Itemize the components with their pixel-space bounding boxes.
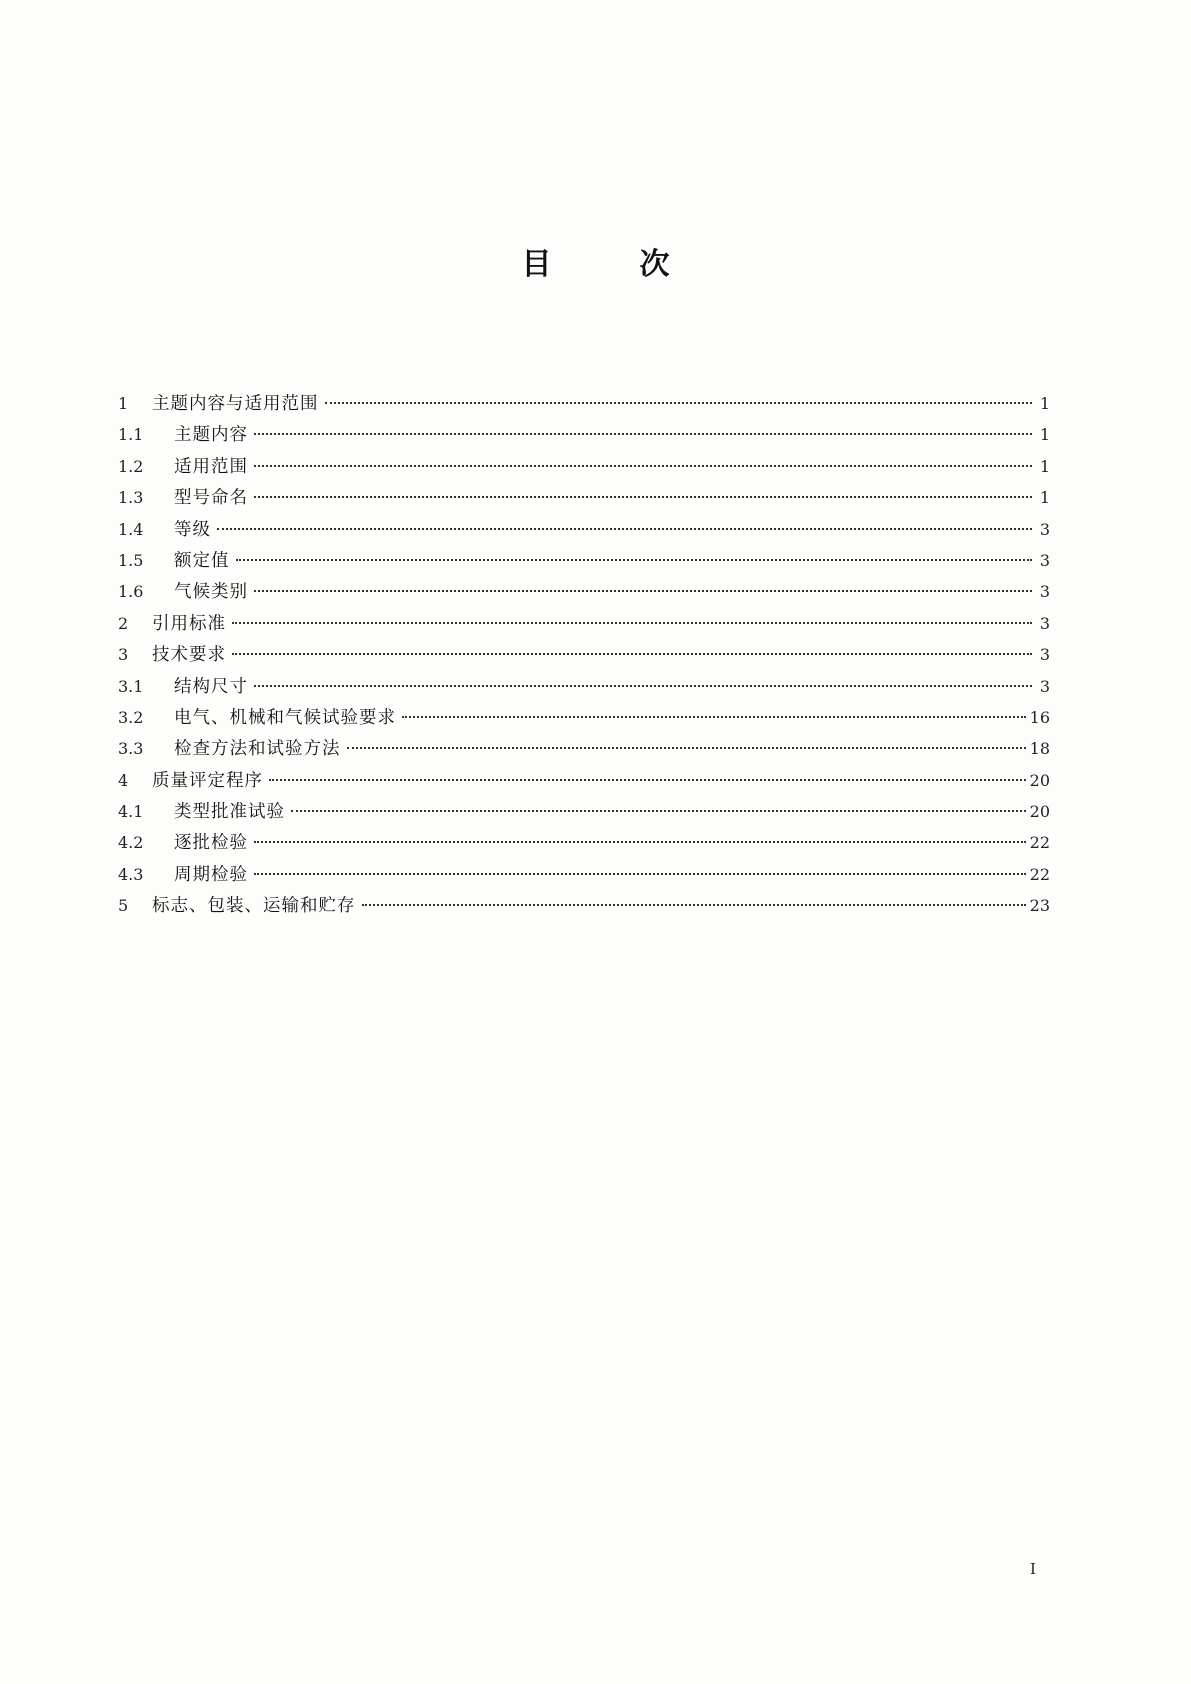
toc-entry-page: 3 [1039, 519, 1050, 539]
toc-entry-page: 16 [1029, 707, 1050, 727]
toc-entry-number: 5 [118, 896, 129, 916]
toc-entry-number: 2 [118, 613, 129, 633]
toc-entry-number: 4 [118, 770, 129, 790]
toc-entry-number: 1 [118, 394, 129, 413]
toc-entry-number: 3 [118, 645, 129, 665]
toc-entry-label: 主题内容与适用范围 [152, 394, 319, 414]
toc-dot-leader [347, 746, 1026, 749]
toc-entry-page: 1 [1039, 488, 1050, 508]
toc-entry-label: 适用范围 [174, 456, 248, 477]
toc-entry-page: 22 [1029, 833, 1050, 853]
toc-dot-leader [236, 558, 1033, 561]
toc-dot-leader [254, 589, 1032, 592]
toc-entry-page: 22 [1029, 864, 1050, 884]
toc-entry-label: 气候类别 [174, 582, 248, 603]
toc-entry-number: 1.3 [118, 488, 144, 508]
toc-entry-label: 技术要求 [152, 645, 226, 666]
toc-entry[interactable] [118, 388, 1050, 419]
toc-entry[interactable] [118, 419, 1050, 450]
toc-entry-label: 质量评定程序 [152, 770, 263, 791]
toc-entry-label: 标志、包装、运输和贮存 [152, 896, 356, 917]
toc-entry[interactable] [118, 890, 1050, 921]
toc-dot-leader [291, 809, 1026, 812]
toc-entry-label: 额定值 [174, 550, 230, 571]
toc-entry[interactable] [118, 639, 1050, 670]
toc-entry-number: 1.6 [118, 582, 144, 602]
toc-entry-label: 逐批检验 [174, 833, 248, 854]
toc-dot-leader [269, 778, 1026, 781]
toc-entry-label: 电气、机械和气候试验要求 [174, 707, 396, 728]
toc-entry-number: 3.3 [118, 739, 144, 759]
toc-entry-page: 3 [1039, 613, 1050, 633]
toc-entry-label: 等级 [174, 519, 211, 540]
toc-entry[interactable] [118, 514, 1050, 545]
toc-entry-number: 1.1 [118, 425, 144, 445]
toc-dot-leader [254, 684, 1032, 687]
table-of-contents [118, 388, 1050, 922]
toc-entry-page: 23 [1029, 896, 1050, 916]
toc-entry-page: 3 [1039, 582, 1050, 602]
toc-entry-number: 1.5 [118, 550, 144, 570]
toc-entry-page: 18 [1029, 739, 1050, 759]
toc-dot-leader [232, 621, 1032, 624]
toc-dot-leader [217, 527, 1032, 530]
toc-entry-number: 4.2 [118, 833, 144, 853]
toc-entry[interactable] [118, 545, 1050, 576]
toc-entry-number: 4.3 [118, 864, 144, 884]
toc-entry-page: 1 [1039, 456, 1050, 476]
toc-dot-leader [325, 401, 1033, 404]
toc-entry[interactable] [118, 482, 1050, 513]
toc-entry-number: 4.1 [118, 802, 144, 822]
page-title: 目次 [521, 247, 758, 282]
toc-entry[interactable] [118, 702, 1050, 733]
toc-entry-number: 3.1 [118, 676, 144, 696]
toc-entry-number: 3.2 [118, 707, 144, 727]
toc-dot-leader [402, 715, 1026, 718]
toc-entry-page: 3 [1039, 550, 1050, 570]
toc-entry-page: 1 [1039, 425, 1050, 445]
toc-entry[interactable] [118, 859, 1050, 890]
toc-entry-label: 类型批准试验 [174, 802, 285, 823]
toc-entry-page: 3 [1039, 645, 1050, 665]
toc-entry-label: 检查方法和试验方法 [174, 739, 341, 760]
toc-entry[interactable] [118, 827, 1050, 858]
toc-entry[interactable] [118, 733, 1050, 764]
toc-entry[interactable] [118, 796, 1050, 827]
toc-entry[interactable] [118, 576, 1050, 607]
toc-entry[interactable] [118, 451, 1050, 482]
toc-dot-leader [254, 872, 1026, 875]
toc-entry-number: 1.4 [118, 519, 144, 539]
toc-entry-page: 20 [1029, 770, 1050, 790]
toc-entry[interactable] [118, 765, 1050, 796]
toc-entry-label: 周期检验 [174, 864, 248, 885]
page-folio: I [1030, 1560, 1036, 1578]
toc-entry-page: 3 [1039, 676, 1050, 696]
toc-dot-leader [232, 652, 1032, 655]
toc-dot-leader [254, 464, 1032, 467]
toc-entry-label: 引用标准 [152, 613, 226, 634]
toc-entry-number: 1.2 [118, 456, 144, 476]
toc-entry-label: 结构尺寸 [174, 676, 248, 697]
toc-dot-leader [254, 432, 1032, 435]
toc-entry-page: 20 [1029, 802, 1050, 822]
toc-entry-page: 1 [1039, 394, 1050, 413]
toc-entry[interactable] [118, 608, 1050, 639]
toc-dot-leader [254, 495, 1032, 498]
toc-entry-label: 型号命名 [174, 488, 248, 509]
toc-entry[interactable] [118, 671, 1050, 702]
toc-dot-leader [362, 903, 1026, 906]
toc-entry-label: 主题内容 [174, 425, 248, 446]
toc-dot-leader [254, 840, 1026, 843]
